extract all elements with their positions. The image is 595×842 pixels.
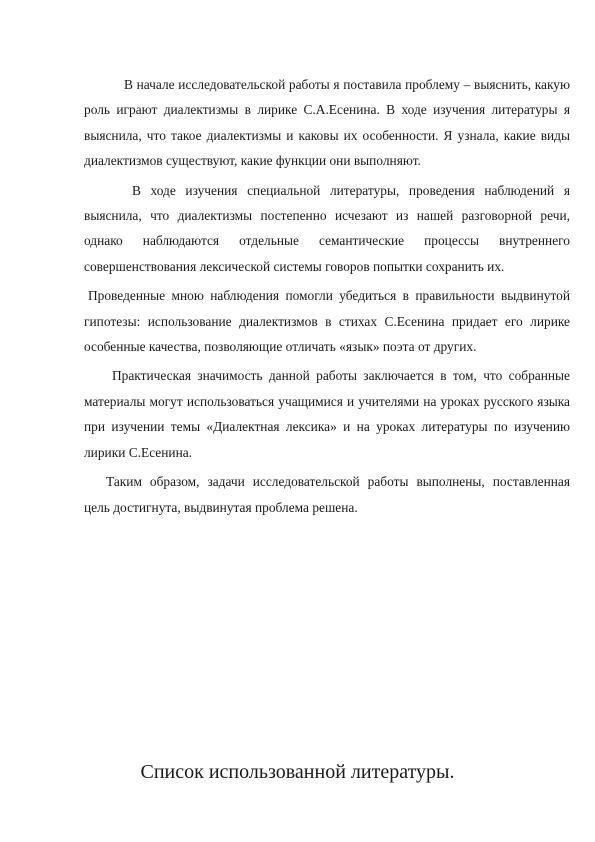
paragraph-practical-significance: Практическая значимость данной работы заключается в том, что собранные материалы могут использоваться учащимися и учителями на уроках русского языка при изучении темы «Диалектная лексика» и на уроках литературы по изучению лирики С.Есенина. — [84, 368, 570, 460]
paragraph-research-problem: В начале исследовательской работы я поставила проблему – выяснить, какую роль играют диалектизмы в лирике С.А.Есенина. В ходе изучения литературы я выяснила, что такое диалектизмы и каковы их особенности. Я узнала, какие виды диалектизмов существуют, какие функции они выполняют. — [84, 77, 570, 169]
references-heading: Список использованной литературы. — [140, 761, 455, 783]
conclusion-text — [84, 72, 570, 520]
paragraph-hypothesis: Проведенные мною наблюдения помогли убедиться в правильности выдвинутой гипотезы: использование диалектизмов в стихах С.Есенина придает его лирике особенные качества, позволяющие отличать «язык» поэта от других. — [84, 288, 570, 355]
paragraph-literature-study: В ходе изучения специальной литературы, проведения наблюдений я выяснила, что диалектизмы постепенно исчезают из нашей разговорной речи, однако наблюдаются отдельные семантические процессы внутреннего совершенствования лексической системы говоров попытки сохранить их. — [84, 182, 570, 274]
paragraph-summary: Таким образом, задачи исследовательской работы выполнены, поставленная цель достигнута, выдвинутая проблема решена. — [84, 474, 570, 515]
